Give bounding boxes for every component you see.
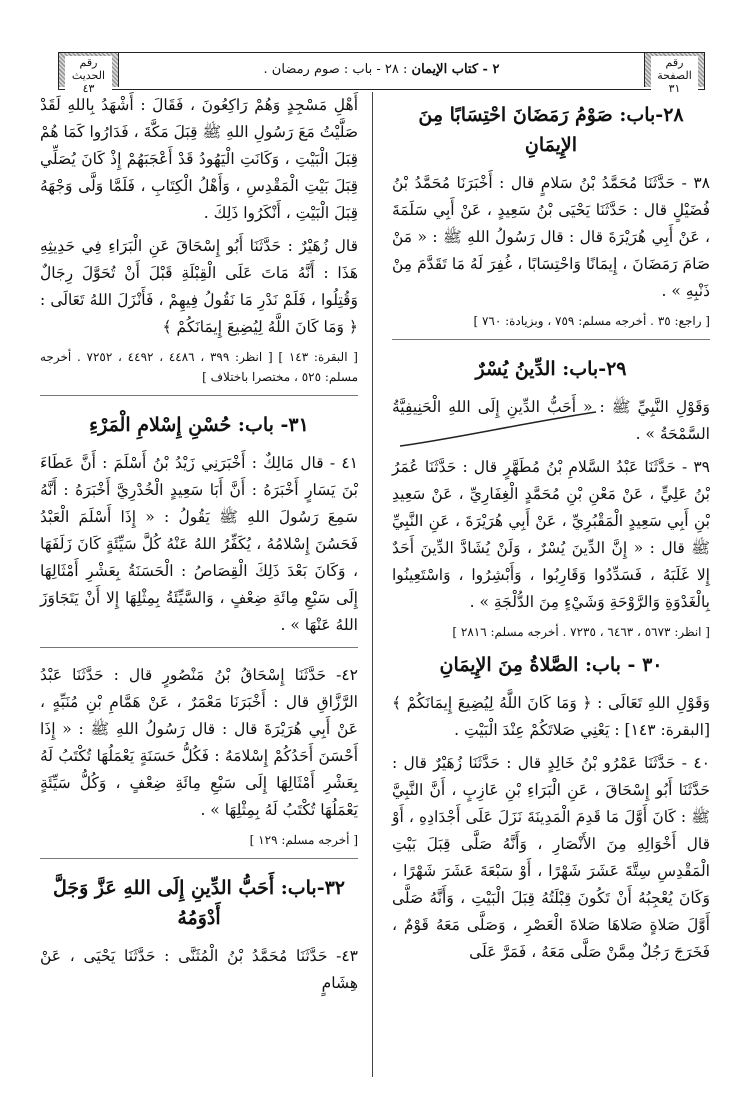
section-separator: [40, 647, 358, 648]
hadith-40-continuation: أَهْلِ مَسْجِدٍ وَهُمْ رَاكِعُونَ ، فَقَالَ : أَشْهَدُ بِاللهِ لَقَدْ صَلَّيْتُ مَعَ رَسُولِ اللهِ ﷺ قِبَلَ مَكَّةَ ، فَدَارُوا كَمَا هُمْ قِبَلَ الْبَيْتِ ، وَكَانَتِ الْيَهُودُ قَدْ أَعْجَبَهُمْ إِذْ كَانَ يُصَلِّي قِبَلَ بَيْتِ الْمَقْدِسِ ، وَأَهْلُ الْكِتَابِ ، فَلَمَّا وَلَّى وَجْهَهُ قِبَلَ الْبَيْتِ ، أَنْكَرُوا ذَلِكَ .: [40, 96, 358, 222]
page-number: ٣١: [651, 82, 698, 95]
hadith-number-label: رقم الحديث: [65, 56, 112, 82]
chapter-28-heading: ٢٨-باب: صَوْمُ رَمَضَانَ احْتِسَابًا مِنَ الإِيمَانِ: [418, 104, 684, 156]
chapter-30-heading: ٣٠ - باب: الصَّلاةُ مِنَ الإِيمَانِ: [439, 654, 663, 676]
chapter-31-heading: ٣١- باب: حُسْنِ إِسْلامِ الْمَرْءِ: [89, 414, 309, 436]
hadith-39: ٣٩ - حَدَّثَنَا عَبْدُ السَّلامِ بْنُ مُطَهَّرٍ قال : حَدَّثَنَا عُمَرُ بْنُ عَلِيٍّ ، عَنْ مَعْنِ بْنِ مُحَمَّدٍ الْغِفَارِيِّ ، عَنْ سَعِيدِ بْنِ أَبِي سَعِيدٍ الْمَقْبُرِيِّ ، عَنْ أَبِي هُرَيْرَةَ ، عَنِ النَّبِيِّ ﷺ قال : « إِنَّ الدِّينَ يُسْرٌ ، وَلَنْ يُشَادَّ الدِّينَ أَحَدٌ إِلا غَلَبَهُ ، فَسَدِّدُوا وَقَارِبُوا ، وَأَبْشِرُوا ، وَاسْتَعِينُوا بِالْغَدْوَةِ وَالرَّوْحَةِ وَشَيْءٍ مِنَ الدُّلْجَةِ » .: [392, 458, 710, 611]
header-book: ٢ - كتاب الإيمان: [411, 62, 500, 77]
page-number-label: رقم الصفحة: [651, 56, 698, 82]
section-separator: [40, 858, 358, 859]
hadith-38: ٣٨ - حَدَّثَنَا مُحَمَّدُ بْنُ سَلامٍ قال : أَخْبَرَنَا مُحَمَّدُ بْنُ فُضَيْلٍ قال : حَدَّثَنَا يَحْيَى بْنُ سَعِيدٍ ، عَنْ أَبِي سَلَمَةَ ، عَنْ أَبِي هُرَيْرَةَ قال : قال رَسُولُ اللهِ ﷺ : « مَنْ صَامَ رَمَضَانَ ، إِيمَانًا وَاحْتِسَابًا ، غُفِرَ لَهُ مَا تَقَدَّمَ مِنْ ذَنْبِهِ » .: [392, 174, 710, 300]
zuhair-reference: [ البقرة: ١٤٣ ] [ انظر: ٣٩٩ ، ٤٤٨٦ ، ٤٤٩٢ ، ٧٢٥٢ . أخرجه مسلم: ٥٢٥ ، مختصرا باختلاف ]: [40, 350, 358, 384]
hadith-number-box: [59, 53, 119, 95]
zuhair-narration: قال زُهَيْرٌ : حَدَّثَنَا أَبُو إِسْحَاقَ عَنِ الْبَرَاءِ فِي حَدِيثِهِ هَذَا : أَنَّهُ مَاتَ عَلَى الْقِبْلَةِ قَبْلَ أَنْ تُحَوَّلَ رِجَالٌ وَقُتِلُوا ، فَلَمْ نَدْرِ مَا نَقُولُ فِيهِمْ ، فَأَنْزَلَ اللهُ تَعَالَى : ﴿ وَمَا كَانَ اللَّهُ لِيُضِيعَ إِيمَانَكُمْ ﴾: [40, 237, 358, 336]
chapter-29-intro: وَقَوْلِ النَّبِيِّ ﷺ : « أَحَبُّ الدِّينِ إِلَى اللهِ الْحَنِيفِيَّةُ السَّمْحَةُ » .: [392, 398, 710, 443]
hadith-42-reference: [ أخرجه مسلم: ١٢٩ ]: [249, 833, 358, 847]
running-header: [58, 52, 705, 95]
header-title: [119, 53, 644, 89]
hadith-38-reference: [ راجع: ٣٥ . أخرجه مسلم: ٧٥٩ ، وبزيادة: ٧٦٠ ]: [473, 314, 710, 328]
hadith-number: ٤٣: [65, 82, 112, 95]
header-chapter: : ٢٨ - باب : صوم رمضان .: [263, 62, 408, 77]
chapter-32-heading: ٣٢-باب: أَحَبُّ الدِّينِ إِلَى اللهِ عَزَّ وَجَلَّ أَدْوَمُهُ: [52, 877, 346, 929]
chapter-29-heading: ٢٩-باب: الدِّينُ يُسْرٌ: [475, 358, 627, 380]
column-divider: [372, 92, 373, 1077]
section-separator: [40, 395, 358, 396]
hadith-43: ٤٣- حَدَّثَنَا مُحَمَّدُ بْنُ الْمُثَنَّى : حَدَّثَنَا يَحْيَى ، عَنْ هِشَامٍ: [40, 947, 358, 992]
right-column: [392, 92, 710, 972]
hadith-39-reference: [ انظر: ٥٦٧٣ ، ٦٤٦٣ ، ٧٢٣٥ . أخرجه مسلم: ٢٨١٦ ]: [452, 625, 710, 639]
hadith-40: ٤٠ - حَدَّثَنَا عَمْرُو بْنُ خَالِدٍ قال : حَدَّثَنَا زُهَيْرٌ قال : حَدَّثَنَا أَبُو إِسْحَاقَ ، عَنِ الْبَرَاءِ بْنِ عَازِبٍ ، أَنَّ النَّبِيَّ ﷺ : كَانَ أَوَّلَ مَا قَدِمَ الْمَدِينَةَ نَزَلَ عَلَى أَجْدَادِهِ ، أَوْ قال أَخْوَالِهِ مِنَ الأَنْصَارِ ، وَأَنَّهُ صَلَّى قِبَلَ بَيْتِ الْمَقْدِسِ سِتَّةَ عَشَرَ شَهْرًا ، أَوْ سَبْعَةَ عَشَرَ شَهْرًا ، وَكَانَ يُعْجِبُهُ أَنْ تَكُونَ قِبْلَتُهُ قِبَلَ الْبَيْتِ ، وَأَنَّهُ صَلَّى أَوَّلَ صَلاةٍ صَلاهَا صَلاةَ الْعَصْرِ ، وَصَلَّى مَعَهُ قَوْمٌ ، فَخَرَجَ رَجُلٌ مِمَّنْ صَلَّى مَعَهُ ، فَمَرَّ عَلَى: [392, 754, 710, 961]
hadith-41: ٤١ - قال مَالِكٌ : أَخْبَرَنِي زَيْدُ بْنُ أَسْلَمَ : أَنَّ عَطَاءَ بْنَ يَسَارٍ أَخْبَرَهُ : أَنَّ أَبَا سَعِيدٍ الْخُدْرِيَّ أَخْبَرَهُ : أَنَّهُ سَمِعَ رَسُولَ اللهِ ﷺ يَقُولُ : « إِذَا أَسْلَمَ الْعَبْدُ فَحَسُنَ إِسْلامُهُ ، يُكَفِّرُ اللهُ عَنْهُ كُلَّ سَيِّئَةٍ كَانَ زَلَفَهَا ، وَكَانَ بَعْدَ ذَلِكَ الْقِصَاصُ : الْحَسَنَةُ بِعَشْرِ أَمْثَالِهَا إِلَى سَبْعِ مِائَةِ ضِعْفٍ ، وَالسَّيِّئَةُ بِمِثْلِهَا إِلا أَنْ يَتَجَاوَزَ اللهُ عَنْهَا » .: [40, 454, 358, 634]
hadith-42: ٤٢- حَدَّثَنَا إِسْحَاقُ بْنُ مَنْصُورٍ قال : حَدَّثَنَا عَبْدُ الرَّزَّاقِ قال : أَخْبَرَنَا مَعْمَرٌ ، عَنْ هَمَّامِ بْنِ مُنَبِّهٍ ، عَنْ أَبِي هُرَيْرَةَ قال : قال رَسُولُ اللهِ ﷺ : « إِذَا أَحْسَنَ أَحَدُكُمْ إِسْلامَهُ : فَكُلُّ حَسَنَةٍ يَعْمَلُهَا تُكْتَبُ لَهُ بِعَشْرِ أَمْثَالِهَا إِلَى سَبْعِ مِائَةِ ضِعْفٍ ، وَكُلُّ سَيِّئَةٍ يَعْمَلُهَا تُكْتَبُ لَهُ بِمِثْلِهَا » .: [40, 666, 358, 819]
chapter-30-intro: وَقَوْلِ اللهِ تَعَالَى : ﴿ وَمَا كَانَ اللَّهُ لِيُضِيعَ إِيمَانَكُمْ ﴾ [البقرة: ١٤٣] : يَعْنِي صَلاتَكُمْ عِنْدَ الْبَيْتِ .: [392, 694, 710, 739]
page-number-box: [644, 53, 704, 95]
left-column: [40, 92, 358, 1003]
section-separator: [392, 339, 710, 340]
